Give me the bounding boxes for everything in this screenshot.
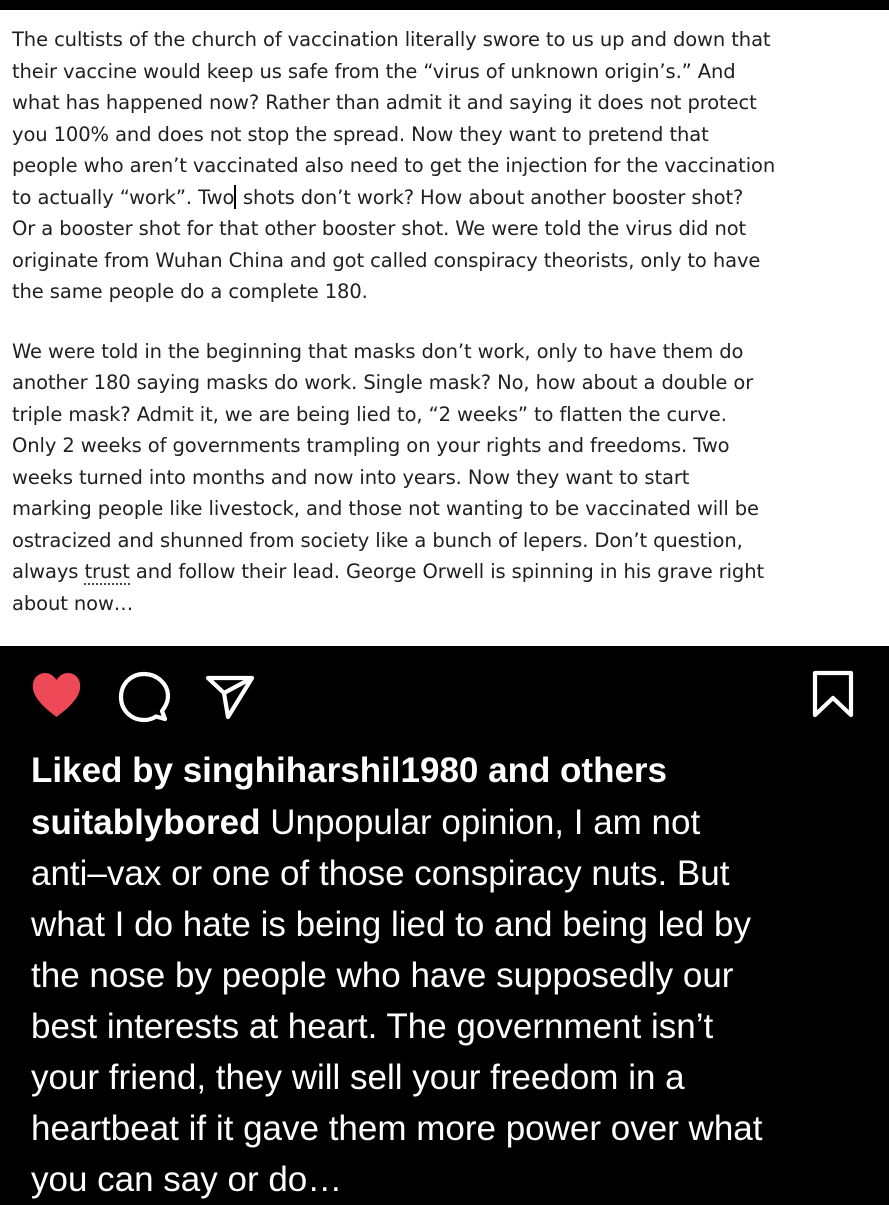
- post-text-line: marking people like livestock, and those not wanting to be vaccinated will be: [12, 497, 759, 520]
- bookmark-icon[interactable]: [811, 670, 855, 718]
- post-paragraph-1: [12, 24, 887, 308]
- comment-bubble-shape: [121, 674, 168, 720]
- post-text-line: [12, 182, 887, 214]
- heart-shape: [33, 673, 80, 717]
- post-text-line: the same people do a complete 180.: [12, 280, 368, 303]
- liked-by-text[interactable]: Liked by singhiharshil1980 and others: [31, 751, 668, 790]
- post-text-line: originate from Wuhan China and got called conspiracy theorists, only to have: [12, 248, 761, 272]
- text-cursor: [234, 185, 236, 209]
- heart-filled-icon[interactable]: [30, 670, 83, 720]
- post-text-line: people who aren’t vaccinated also need to get the injection for the vaccination: [12, 154, 776, 177]
- post-text-line: their vaccine would keep us safe from the “virus of unknown origin’s.” And: [12, 59, 736, 83]
- post-text-line: weeks turned into months and now into years. Now they want to start: [12, 465, 690, 489]
- post-text-line: We were told in the beginning that masks don’t work, only to have them do: [12, 339, 744, 363]
- send-icon[interactable]: [205, 674, 255, 720]
- caption-line: heartbeat if it gave them more power over what: [31, 1109, 763, 1148]
- post-text-line: Only 2 weeks of governments trampling on your rights and freedoms. Two: [12, 434, 730, 457]
- post-text-line: what has happened now? Rather than admit it and saying it does not protect: [12, 91, 757, 114]
- post-caption: [31, 797, 871, 1205]
- post-text-line: about now…: [12, 591, 134, 615]
- post-paragraph-2: [12, 336, 887, 620]
- send-shape: [208, 678, 252, 717]
- post-text-segment: and follow their lead. George Orwell is spinning in his grave right: [129, 560, 765, 583]
- post-text: [12, 24, 887, 619]
- top-bar: [0, 0, 889, 10]
- caption-line: anti–vax or one of those conspiracy nuts. But: [31, 854, 730, 893]
- caption-line: your friend, they will sell your freedom in a: [31, 1058, 685, 1097]
- caption-line: [31, 797, 871, 848]
- post-text-segment: to actually “work”. Two: [12, 185, 235, 209]
- post-text-line: Or a booster shot for that other booster shot. We were told the virus did not: [12, 217, 747, 240]
- caption-line: the nose by people who have supposedly our: [31, 956, 734, 995]
- bookmark-shape: [815, 673, 851, 715]
- post-text-segment: always: [12, 560, 85, 583]
- trust-word: trust: [84, 560, 130, 583]
- post-text-line: ostracized and shunned from society like a bunch of lepers. Don’t question,: [12, 528, 743, 552]
- post-text-line: triple mask? Admit it, we are being lied to, “2 weeks” to flatten the curve.: [12, 402, 727, 426]
- comment-icon[interactable]: [118, 671, 170, 723]
- caption-line: best interests at heart. The government isn’t: [31, 1007, 714, 1046]
- post-text-line: you 100% and does not stop the spread. Now they want to pretend that: [12, 122, 709, 146]
- post-text-line: [12, 556, 887, 588]
- caption-line: what I do hate is being lied to and being led by: [31, 905, 751, 944]
- caption-username[interactable]: suitablybored: [31, 803, 261, 842]
- post-text-line: another 180 saying masks do work. Single mask? No, how about a double or: [12, 371, 754, 394]
- caption-line: you can say or do…: [31, 1160, 343, 1199]
- post-image: [0, 10, 889, 646]
- post-text-segment: shots don’t work? How about another booster shot?: [236, 185, 744, 209]
- caption-text: Unpopular opinion, I am not: [260, 803, 701, 842]
- post-text-line: The cultists of the church of vaccination literally swore to us up and down that: [12, 28, 771, 51]
